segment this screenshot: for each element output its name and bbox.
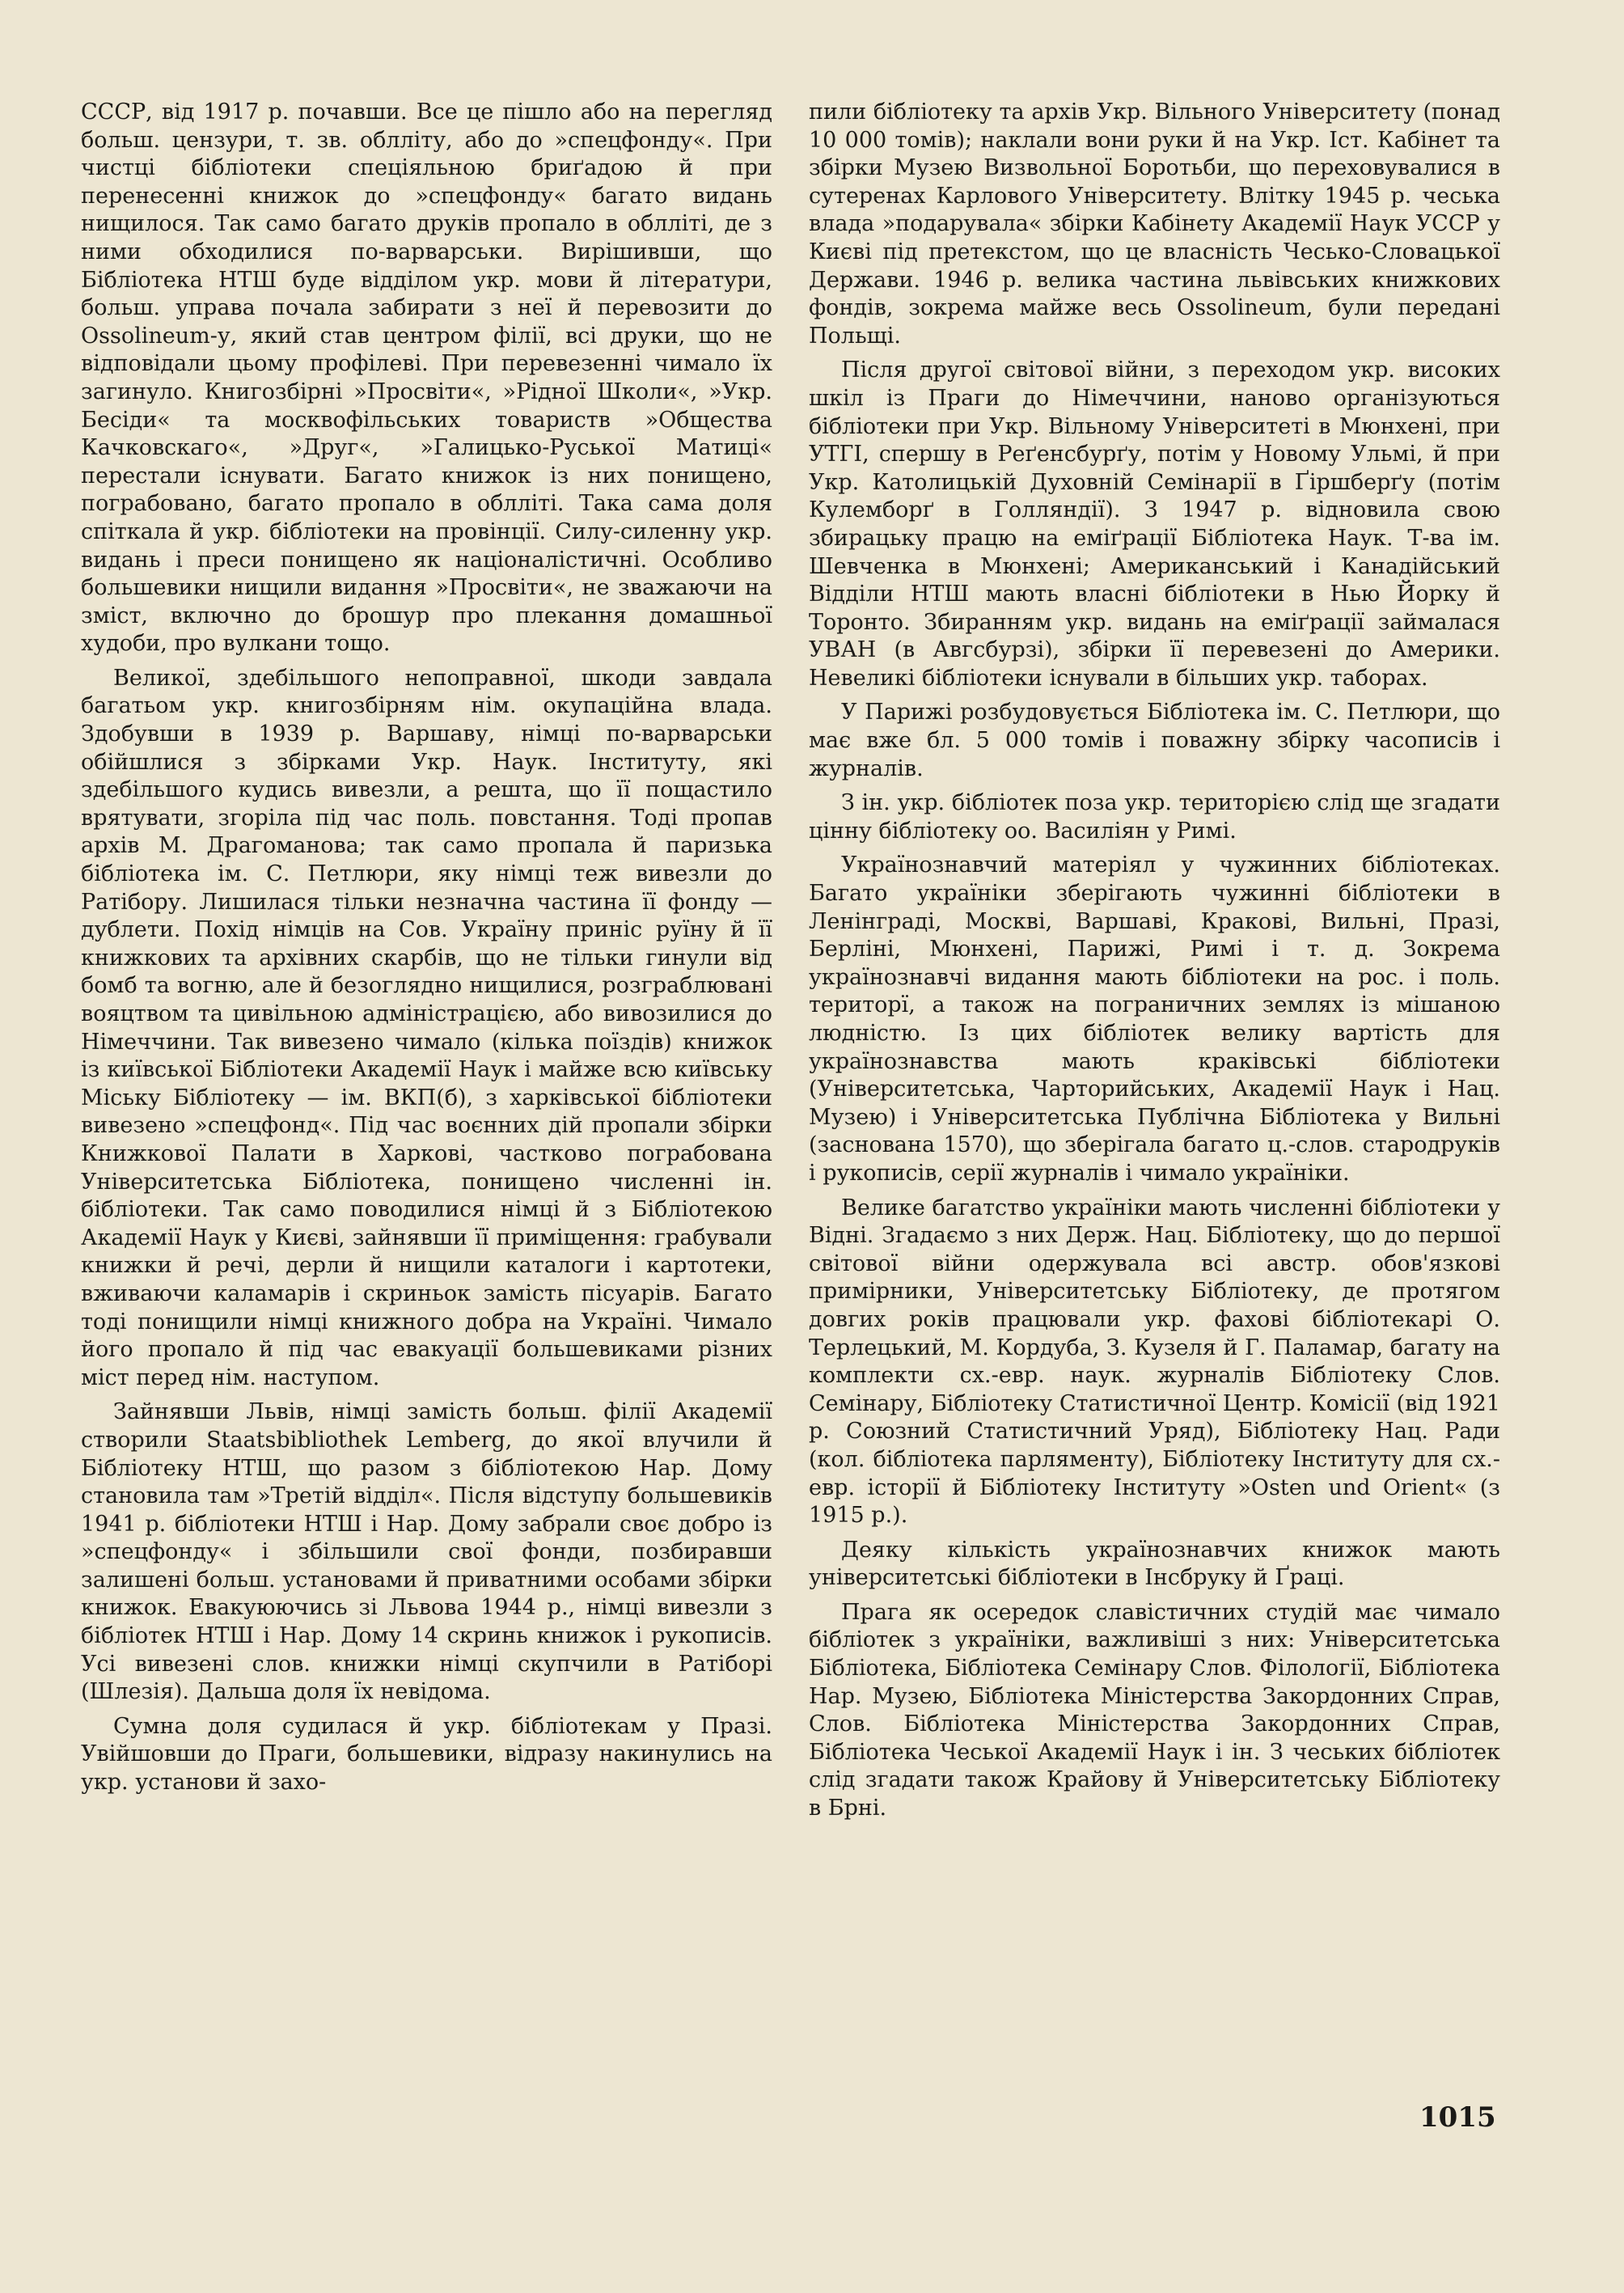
paragraph: З ін. укр. бібліотек поза укр. територією слід ще згадати цінну бібліотеку оо. Василіян у Римі. [809, 790, 1500, 844]
paragraph: СССР, від 1917 р. почавши. Все це пішло або на перегляд больш. цензури, т. зв. облліту, або до »спецфонду«. При чистці бібліотеки спеціяльною бриґадою й при перенесенні книжок до »спецфонду« багато видань нищилося. Так само багато друків пропало в облліті, де з ними обходилися по-варварськи. Вирішивши, що Бібліотека НТШ буде відділом укр. мови й літератури, больш. управа почала забирати з неї й перевозити до Ossolineum-у, який став центром філії, всі друки, що не відповідали цьому профілеві. При перевезенні чимало їх загинуло. Книгозбірні »Просвіти«, »Рідної Школи«, »Укр. Бесіди« та москвофільських товариств »Общества Качковскаго«, »Друг«, »Галицько-Руської Матиці« перестали існувати. Багато книжок із них понищено, пограбовано, багато пропало в облліті. Така сама доля спіткала й укр. бібліотеки на провінції. Силу-силенну укр. видань і преси понищено як націоналістичні. Особливо большевики нищили видання »Просвіти«, не зважаючи на зміст, включно до брошур про плекання домашньої худоби, про вулкани тощо. [81, 99, 772, 657]
paragraph: Великої, здебільшого непоправної, шкоди завдала багатьом укр. книгозбірням нім. окупаційна влада. Здобувши в 1939 р. Варшаву, німці по-варварськи обійшлися з збірками Укр. Наук. Інституту, які здебільшого кудись вивезли, а решта, що її пощастило врятувати, згоріла під час поль. повстання. Тоді пропав архів М. Драгоманова; так само пропала й паризька бібліотека ім. С. Петлюри, яку німці теж вивезли до Ратібору. Лишилася тільки незначна частина її фонду — дублети. Похід німців на Сов. Україну приніс руїну й її книжкових та архівних скарбів, що не тільки гинули від бомб та вогню, але й безоглядно нищилися, розграблювані вояцтвом та цивільною адміністрацією, або вивозилися до Німеччини. Так вивезено чимало (кілька поїздів) книжок із київської Бібліотеки Академії Наук і майже всю київську Міську Бібліотеку — ім. ВКП(б), з харківської бібліотеки вивезено »спецфонд«. Під час воєнних дій пропали збірки Книжкової Палати в Харкові, частково пограбована Університетська Бібліотека, понищено численні ін. бібліотеки. Так само поводилися німці й з Бібліотекою Академії Наук у Києві, зайнявши її приміщення: грабували книжки й речі, дерли й нищили каталоги і картотеки, вживаючи каламарів і скриньок замість пісуарів. Багато тоді понищили німці книжного добра на Україні. Чимало його пропало й під час евакуації большевиками різних міст перед нім. наступом. [81, 665, 772, 1390]
paragraph: Велике багатство україніки мають численні бібліотеки у Відні. Згадаємо з них Держ. Нац. Бібліотеку, що до першої світової війни одержувала всі австр. обов'язкові примірники, Університетську Бібліотеку, де протягом довгих років працювали укр. фахові бібліотекарі О. Терлецький, М. Кордуба, З. Кузеля й Г. Паламар, багату на комплекти сх.-евр. наук. журналів Бібліотеку Слов. Семінару, Бібліотеку Статистичної Центр. Комісії (від 1921 р. Союзний Статистичний Уряд), Бібліотеку Нац. Ради (кол. бібліотека парляменту), Бібліотеку Інституту для сх.-евр. історії й Бібліотеку Інституту »Osten und Orient« (з 1915 р.). [809, 1195, 1500, 1529]
left-column [81, 99, 772, 1797]
paragraph: У Парижі розбудовується Бібліотека ім. С. Петлюри, що має вже бл. 5 000 томів і поважну збірку часописів і журналів. [809, 700, 1500, 781]
paragraph: Деяку кількість українознавчих книжок мають університетські бібліотеки в Інсбруку й Ґраці. [809, 1537, 1500, 1591]
paragraph: Зайнявши Львів, німці замість больш. філії Академії створили Staatsbibliothek Lemberg, до якої влучили й Бібліотеку НТШ, що разом з бібліотекою Нар. Дому становила там »Третій відділ«. Після відступу большевиків 1941 р. бібліотеки НТШ і Нар. Дому забрали своє добро із »спецфонду« і збільшили свої фонди, позбиравши залишені больш. установами й приватними особами збірки книжок. Евакуюючись зі Львова 1944 р., німці вивезли з бібліотек НТШ і Нар. Дому 14 скринь книжок і рукописів. Усі вивезені слов. книжки німці скупчили в Ратіборі (Шлезія). Дальша доля їх невідома. [81, 1399, 772, 1705]
paragraph: Прага як осередок славістичних студій має чимало бібліотек з україніки, важливіші з них: Університетська Бібліотека, Бібліотека Семінару Слов. Філології, Бібліотека Нар. Музею, Бібліотека Міністерства Закордонних Справ, Слов. Бібліотека Міністерства Закордонних Справ, Бібліотека Чеської Академії Наук і ін. З чеських бібліотек слід згадати також Крайову й Університетську Бібліотеку в Брні. [809, 1599, 1500, 1821]
paragraph: Сумна доля судилася й укр. бібліотекам у Празі. Увійшовши до Праги, большевики, відразу накинулись на укр. установи й захо- [81, 1713, 772, 1796]
paragraph: пили бібліотеку та архів Укр. Вільного Університету (понад 10 000 томів); наклали вони руки й на Укр. Іст. Кабінет та збірки Музею Визвольної Боротьби, що переховувалися в сутеренах Карлового Університету. Влітку 1945 р. чеська влада »подарувала« збірки Кабінету Академії Наук УССР у Києві під претекстом, що це власність Чесько-Словацької Держави. 1946 р. велика частина львівських книжкових фондів, зокрема майже весь Ossolineum, були передані Польщі. [809, 99, 1500, 349]
page-number: 1015 [1419, 2101, 1496, 2134]
paragraph: Українознавчий матеріял у чужинних бібліотеках. Багато україніки зберігають чужинні бібліотеки в Ленінграді, Москві, Варшаві, Кракові, Вильні, Празі, Берліні, Мюнхені, Парижі, Римі і т. д. Зокрема українознавчі видання мають бібліотеки на рос. і поль. територї, а також на пограничних землях із мішаною людністю. Із цих бібліотек велику вартість для українознавства мають краківські бібліотеки (Університетська, Чарторийських, Академії Наук і Нац. Музею) і Університетська Публічна Бібліотека у Вильні (заснована 1570), що зберігала багато ц.-слов. стародруків і рукописів, серії журналів і чимало україніки. [809, 852, 1500, 1186]
right-column [809, 99, 1500, 1823]
paragraph: Після другої світової війни, з переходом укр. високих шкіл із Праги до Німеччини, наново організуються бібліотеки при Укр. Вільному Університеті в Мюнхені, при УТГІ, спершу в Реґенсбурґу, потім у Новому Ульмі, й при Укр. Католицькій Духовній Семінарії в Ґіршберґу (потім Кулемборґ в Голляндії). З 1947 р. відновила свою збирацьку працю на еміґрації Бібліотека Наук. Т-ва ім. Шевченка в Мюнхені; Американський і Канадійський Відділи НТШ мають власні бібліотеки в Нью Йорку й Торонто. Збиранням укр. видань на еміґрації займалася УВАН (в Авгсбурзі), збірки її перевезені до Америки. Невеликі бібліотеки існували в більших укр. таборах. [809, 357, 1500, 691]
